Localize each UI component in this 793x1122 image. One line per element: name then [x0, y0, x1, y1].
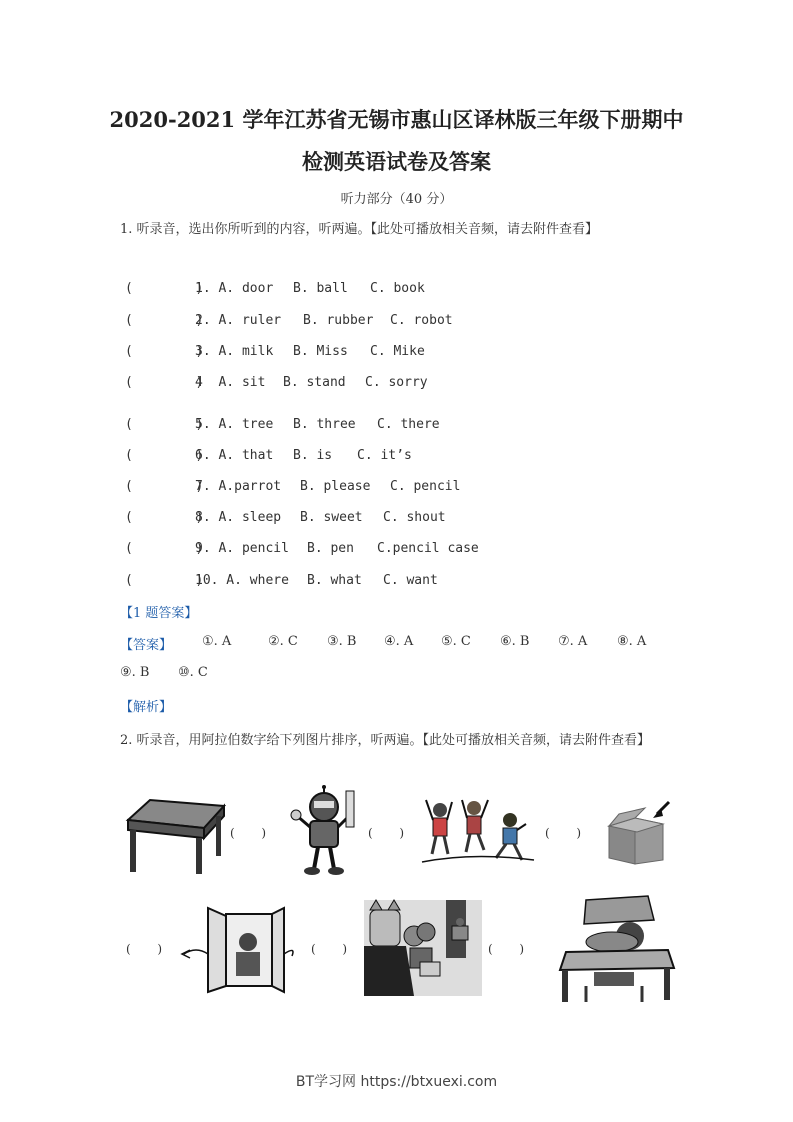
- option-a: 9. A. pencil: [195, 541, 289, 556]
- analysis-label: 【解析】: [120, 700, 173, 715]
- answer-header: 【1 题答案】: [120, 606, 198, 621]
- option-b: B. please: [300, 479, 371, 494]
- option-a: 1. A. door: [195, 281, 274, 296]
- answer-blank[interactable]: ( ): [125, 448, 204, 463]
- option-a: 6. A. that: [195, 448, 274, 463]
- answer-blank[interactable]: ( ): [125, 510, 204, 525]
- option-b: B. three: [293, 417, 356, 432]
- option-a: 8. A. sleep: [195, 510, 282, 525]
- option-c: C.pencil case: [377, 541, 479, 556]
- answer-item: ③. B: [327, 634, 357, 649]
- q1-item-row: [125, 313, 685, 331]
- box-picture: [605, 800, 673, 866]
- q2-blank[interactable]: ( ): [488, 942, 525, 956]
- option-c: C. want: [383, 573, 438, 588]
- answer-blank[interactable]: ( ): [125, 375, 204, 390]
- option-c: C. there: [377, 417, 440, 432]
- q1-item-row: [125, 417, 685, 435]
- option-c: C. Mike: [370, 344, 425, 359]
- answer-blank[interactable]: ( ): [125, 573, 204, 588]
- robot-picture: [288, 785, 360, 877]
- q1-item-row: [125, 344, 685, 362]
- option-b: B. sweet: [300, 510, 363, 525]
- answer-item: ④. A: [384, 634, 414, 649]
- desk-picture: [120, 798, 225, 876]
- q1-prompt: 1. 听录音，选出你所听到的内容，听两遍。【此处可播放相关音频，请去附件查看】: [120, 222, 599, 237]
- q2-blank[interactable]: ( ): [126, 942, 163, 956]
- option-a: 3. A. milk: [195, 344, 274, 359]
- option-a: 2. A. ruler: [195, 313, 282, 328]
- option-a: 4 A. sit: [195, 375, 266, 390]
- option-c: C. sorry: [365, 375, 428, 390]
- option-b: B. stand: [283, 375, 346, 390]
- option-c: C. book: [370, 281, 425, 296]
- doc-title-line2: 检测英语试卷及答案: [302, 149, 491, 174]
- option-a: 10. A. where: [195, 573, 289, 588]
- q1-item-row: [125, 573, 685, 591]
- answer-blank[interactable]: ( ): [125, 344, 204, 359]
- option-a: 5. A. tree: [195, 417, 274, 432]
- section-heading: 听力部分（40 分）: [340, 192, 453, 207]
- doc-title-line1: 2020-2021 学年江苏省无锡市惠山区译林版三年级下册期中: [109, 107, 684, 132]
- answer-blank[interactable]: ( ): [125, 479, 204, 494]
- option-b: B. Miss: [293, 344, 348, 359]
- option-a: 7. A.parrot: [195, 479, 282, 494]
- answer-blank[interactable]: ( ): [125, 313, 204, 328]
- answer-item: ⑩. C: [178, 665, 208, 680]
- answer-item: ⑦. A: [558, 634, 588, 649]
- site-footer[interactable]: BT学习网 https://btxuexi.com: [295, 1074, 498, 1090]
- q2-blank[interactable]: ( ): [545, 826, 582, 840]
- q2-prompt: 2. 听录音，用阿拉伯数字给下列图片排序，听两遍。【此处可播放相关音频，请去附件查看】: [120, 733, 651, 748]
- option-b: B. ball: [293, 281, 348, 296]
- q1-item-row: [125, 541, 685, 559]
- option-c: C. it’s: [357, 448, 412, 463]
- answer-row-1: [120, 634, 720, 652]
- answer-item: ⑧. A: [617, 634, 647, 649]
- answer-item: ⑤. C: [441, 634, 471, 649]
- answer-item: ①. A: [202, 634, 232, 649]
- option-c: C. pencil: [390, 479, 461, 494]
- q1-item-row: [125, 510, 685, 528]
- open-window-picture: [182, 906, 292, 992]
- q2-blank[interactable]: ( ): [368, 826, 405, 840]
- q1-item-row: [125, 375, 685, 393]
- option-b: B. is: [293, 448, 333, 463]
- sleeping-at-desk-picture: [556, 896, 678, 1004]
- option-c: C. shout: [383, 510, 446, 525]
- answer-blank[interactable]: ( ): [125, 541, 204, 556]
- q1-item-row: [125, 479, 685, 497]
- option-b: B. what: [307, 573, 362, 588]
- q2-blank[interactable]: ( ): [230, 826, 267, 840]
- answer-blank[interactable]: ( ): [125, 281, 204, 296]
- answer-item: ⑥. B: [500, 634, 530, 649]
- option-b: B. rubber: [303, 313, 374, 328]
- option-b: B. pen: [307, 541, 354, 556]
- answer-label: 【答案】: [120, 638, 173, 653]
- answer-item: ⑨. B: [120, 665, 150, 680]
- q1-item-row: [125, 281, 685, 299]
- q1-item-row: [125, 448, 685, 466]
- option-c: C. robot: [390, 313, 453, 328]
- answer-row-2: [120, 665, 420, 683]
- q2-blank[interactable]: ( ): [311, 942, 348, 956]
- kids-playing-picture: [422, 790, 537, 870]
- answer-item: ②. C: [268, 634, 298, 649]
- cat-mouse-picture: [364, 900, 482, 996]
- answer-blank[interactable]: ( ): [125, 417, 204, 432]
